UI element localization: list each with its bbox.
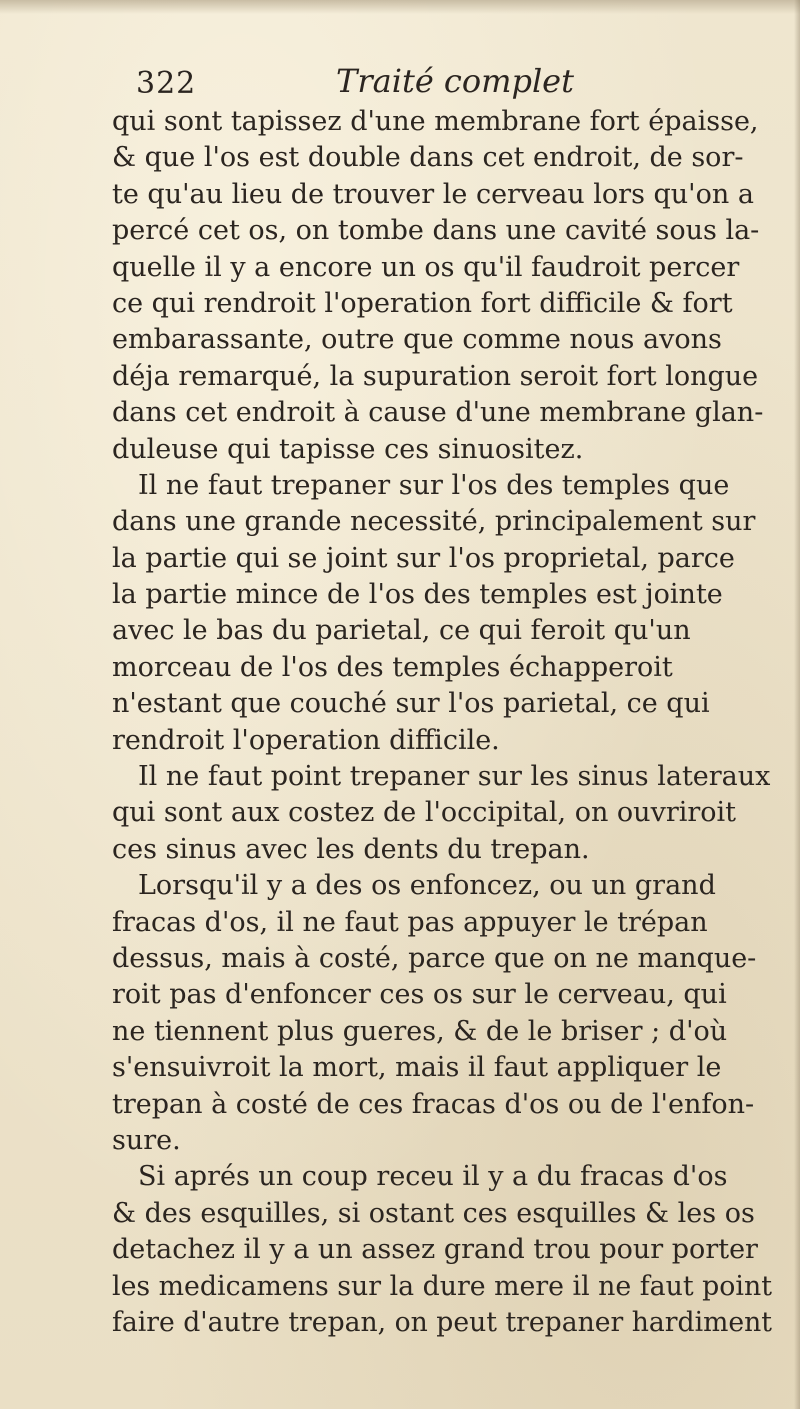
text-line: morceau de l'os des temples échapperoit — [112, 651, 673, 683]
text-line: la partie qui se joint sur l'os proprietal, parce — [112, 542, 735, 574]
page-right-edge — [794, 0, 800, 1409]
text-line: dans cet endroit à cause d'une membrane glan- — [112, 397, 764, 429]
paragraph-first-line: Il ne faut trepaner sur l'os des temples que — [138, 469, 730, 501]
page-header — [136, 62, 776, 106]
text-line: les medicamens sur la dure mere il ne faut point — [112, 1270, 772, 1302]
text-line: faire d'autre trepan, on peut trepaner hardiment — [112, 1306, 772, 1338]
text-line: qui sont aux costez de l'occipital, on ouvriroit — [112, 797, 737, 829]
paragraph-first-line: Lorsqu'il y a des os enfoncez, ou un grand — [138, 870, 716, 902]
text-line: duleuse qui tapisse ces sinuositez. — [112, 433, 584, 465]
text-line: la partie mince de l'os des temples est jointe — [112, 579, 723, 611]
text-line: dans une grande necessité, principalement sur — [112, 506, 756, 538]
text-line: roit pas d'enfoncer ces os sur le cerveau, qui — [112, 979, 727, 1011]
text-line: qui sont tapissez d'une membrane fort épaisse, — [112, 106, 759, 137]
text-line: n'estant que couché sur l'os parietal, ce qui — [112, 688, 710, 720]
paragraph-first-line: Si aprés un coup receu il y a du fracas d'os — [138, 1161, 728, 1193]
paragraph-first-line: Il ne faut point trepaner sur les sinus lateraux — [138, 761, 771, 793]
text-line: rendroit l'operation difficile. — [112, 724, 500, 756]
text-line: avec le bas du parietal, ce qui feroit qu'un — [112, 615, 691, 647]
text-line: ces sinus avec les dents du trepan. — [112, 833, 590, 865]
text-line: & que l'os est double dans cet endroit, de sor- — [112, 142, 744, 174]
text-line: sure. — [112, 1124, 181, 1156]
text-line: detachez il y a un assez grand trou pour porter — [112, 1234, 758, 1266]
text-line: embarassante, outre que comme nous avons — [112, 324, 722, 356]
body-text — [112, 104, 772, 1341]
text-line: te qu'au lieu de trouver le cerveau lors qu'on a — [112, 178, 754, 210]
text-line: quelle il y a encore un os qu'il faudroit percer — [112, 251, 740, 283]
running-title: Traité complet — [336, 62, 574, 100]
text-line: dessus, mais à costé, parce que on ne manque- — [112, 942, 757, 974]
page-number: 322 — [136, 66, 197, 101]
text-line: s'ensuivroit la mort, mais il faut appliquer le — [112, 1052, 722, 1084]
text-line: déja remarqué, la supuration seroit fort longue — [112, 360, 759, 392]
text-line: fracas d'os, il ne faut pas appuyer le trépan — [112, 906, 708, 938]
text-line: trepan à costé de ces fracas d'os ou de l'enfon- — [112, 1088, 755, 1120]
page-top-edge — [0, 0, 800, 14]
text-line: ce qui rendroit l'operation fort difficile & fort — [112, 287, 733, 319]
text-line: & des esquilles, si ostant ces esquilles & les os — [112, 1197, 755, 1229]
text-line: percé cet os, on tombe dans une cavité sous la- — [112, 215, 760, 247]
text-line: ne tiennent plus gueres, & de le briser ; d'où — [112, 1015, 728, 1047]
